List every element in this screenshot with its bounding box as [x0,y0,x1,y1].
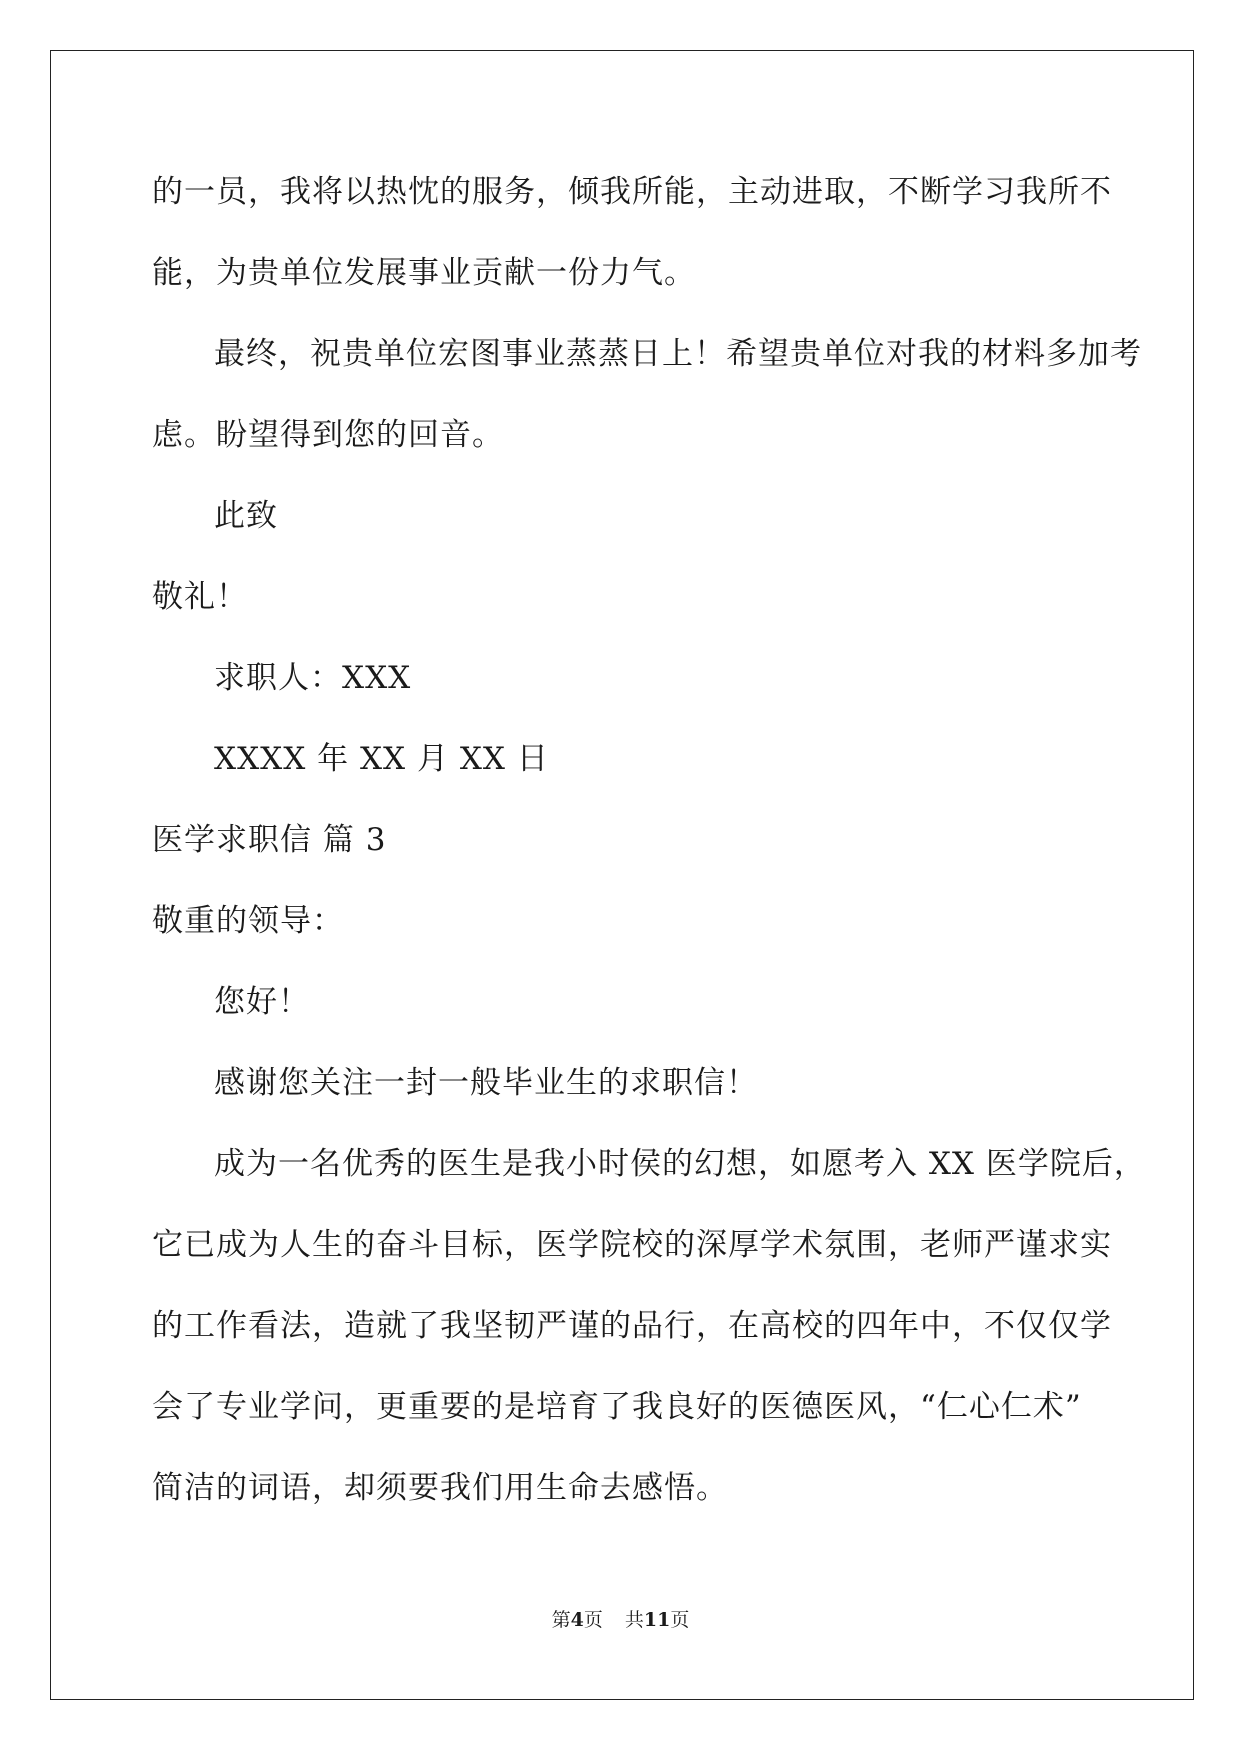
section-title: 医学求职信 篇 3 [152,822,387,858]
applicant-signature: 求职人：XXX [214,660,412,696]
footer-total-prefix: 共 [624,1609,644,1631]
footer-total-suffix: 页 [670,1609,690,1631]
footer-page-total: 11 [643,1609,671,1631]
body-line: 虑。盼望得到您的回音。 [152,417,504,453]
body-line: 它已成为人生的奋斗目标，医学院校的深厚学术氛围，老师严谨求实 [152,1227,1112,1263]
greeting-hello: 您好！ [214,984,310,1020]
footer-page-mid: 页 [583,1609,603,1631]
closing-regards: 敬礼！ [152,579,248,615]
page-border [50,50,1194,1700]
body-line: 能，为贵单位发展事业贡献一份力气。 [152,255,696,291]
footer-page-current: 4 [570,1609,584,1631]
letter-date: XXXX 年 XX 月 XX 日 [214,741,549,777]
closing-salutation: 此致 [214,498,278,534]
footer-page-prefix: 第 [551,1609,571,1631]
greeting: 敬重的领导： [152,903,344,939]
body-line: 的一员，我将以热忱的服务，倾我所能，主动进取，不断学习我所不 [152,174,1112,210]
body-line: 简洁的词语，却须要我们用生命去感悟。 [152,1470,728,1506]
body-line: 感谢您关注一封一般毕业生的求职信！ [214,1065,758,1101]
body-line: 的工作看法，造就了我坚韧严谨的品行，在高校的四年中，不仅仅学 [152,1308,1112,1344]
body-line: 成为一名优秀的医生是我小时侯的幻想，如愿考入 XX 医学院后， [214,1146,1146,1182]
page-footer [0,1608,1241,1632]
body-line: 会了专业学问，更重要的是培育了我良好的医德医风，“仁心仁术” [152,1389,1082,1425]
body-line: 最终，祝贵单位宏图事业蒸蒸日上！希望贵单位对我的材料多加考 [214,336,1142,372]
